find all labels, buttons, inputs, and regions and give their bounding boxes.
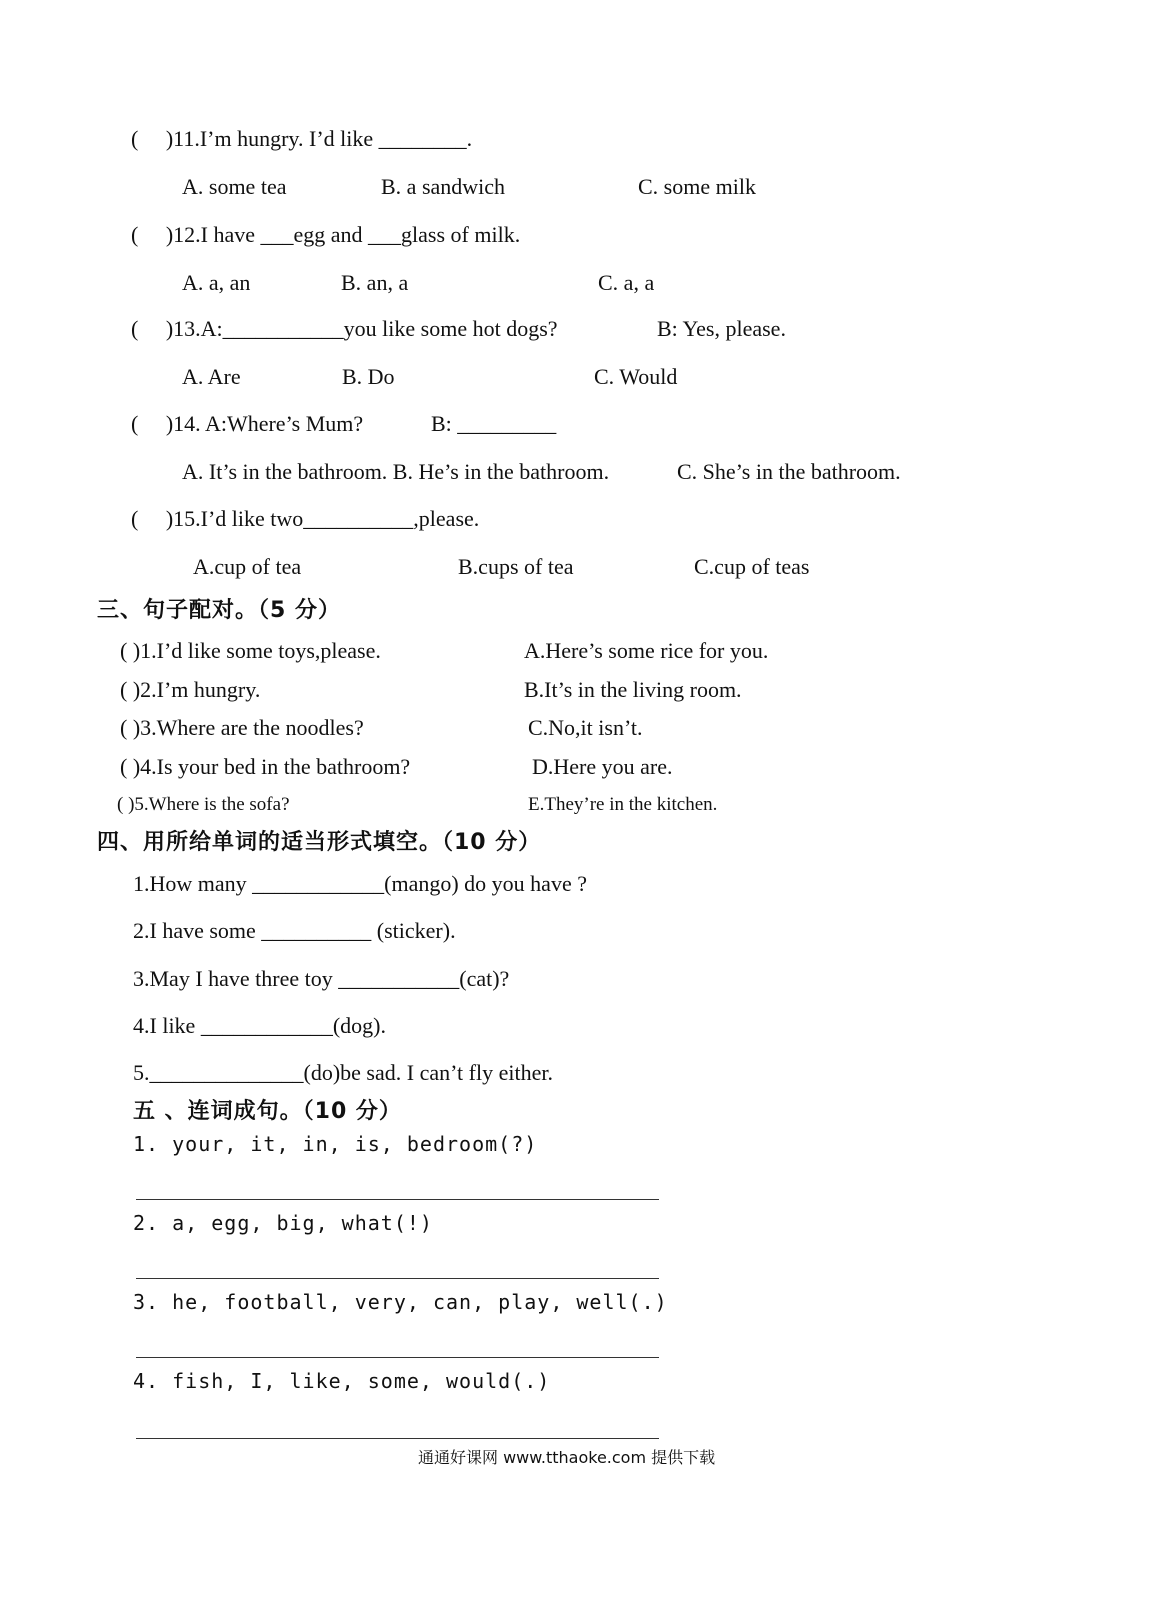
- match-left-4: ( )4.Is your bed in the bathroom?: [120, 754, 411, 779]
- answer-line: [136, 1278, 659, 1279]
- option-b: B. a sandwich: [381, 174, 506, 199]
- fill-item-5: 5.______________(do)be sad. I can’t fly either.: [133, 1060, 553, 1085]
- footer-credit: 通通好课网 www.tthaoke.com 提供下载: [418, 1448, 716, 1467]
- answer-paren: (: [131, 506, 139, 531]
- option-c: C.cup of teas: [694, 554, 810, 579]
- fill-item-3: 3.May I have three toy ___________(cat)?: [133, 966, 510, 991]
- match-right-d: D.Here you are.: [532, 754, 673, 779]
- option-c: C. Would: [594, 364, 678, 389]
- question-stem: )15.I’d like two__________,please.: [165, 506, 480, 531]
- answer-paren: (: [131, 316, 139, 341]
- question-stem: )14. A:Where’s Mum?: [165, 411, 364, 436]
- option-c: C. some milk: [638, 174, 756, 199]
- section-3-heading: 三、句子配对。（5 分）: [97, 598, 341, 623]
- question-stem: )12.I have ___egg and ___glass of milk.: [165, 222, 521, 247]
- answer-line: [136, 1357, 659, 1358]
- option-a: A. some tea: [182, 174, 287, 199]
- match-right-c: C.No,it isn’t.: [528, 715, 643, 740]
- match-left-5: ( )5.Where is the sofa?: [117, 794, 290, 815]
- reorder-item-3: 3. he, football, very, can, play, well(.): [133, 1290, 668, 1314]
- option-b: B. Do: [342, 364, 395, 389]
- question-11: [131, 128, 472, 150]
- match-right-a: A.Here’s some rice for you.: [524, 638, 769, 663]
- option-b: B. an, a: [341, 270, 409, 295]
- reorder-item-2: 2. a, egg, big, what(!): [133, 1211, 433, 1235]
- answer-paren: (: [131, 411, 139, 436]
- match-left-3: ( )3.Where are the noodles?: [120, 715, 364, 740]
- option-c: C. She’s in the bathroom.: [677, 459, 901, 484]
- question-stem: )13.A:___________you like some hot dogs?: [165, 316, 558, 341]
- option-c: C. a, a: [598, 270, 655, 295]
- reorder-item-4: 4. fish, I, like, some, would(.): [133, 1369, 551, 1393]
- match-right-e: E.They’re in the kitchen.: [528, 794, 718, 815]
- option-a-b: A. It’s in the bathroom. B. He’s in the bathroom.: [182, 459, 610, 484]
- question-response: B: _________: [431, 411, 557, 436]
- match-left-2: ( )2.I’m hungry.: [120, 677, 261, 702]
- question-stem: )11.I’m hungry. I’d like ________.: [165, 126, 473, 151]
- answer-paren: (: [131, 126, 139, 151]
- option-a: A. a, an: [182, 270, 251, 295]
- option-a: A. Are: [182, 364, 241, 389]
- section-4-heading: 四、用所给单词的适当形式填空。（10 分）: [97, 830, 542, 855]
- option-b: B.cups of tea: [458, 554, 574, 579]
- answer-line: [136, 1199, 659, 1200]
- reorder-item-1: 1. your, it, in, is, bedroom(?): [133, 1132, 538, 1156]
- fill-item-1: 1.How many ____________(mango) do you have ?: [133, 871, 587, 896]
- section-5-heading: 五 、连词成句。（10 分）: [133, 1099, 402, 1124]
- question-14: [131, 413, 363, 435]
- question-response: B: Yes, please.: [657, 316, 786, 341]
- fill-item-4: 4.I like ____________(dog).: [133, 1013, 386, 1038]
- question-15: [131, 508, 479, 530]
- match-right-b: B.It’s in the living room.: [524, 677, 742, 702]
- question-13: [131, 318, 558, 340]
- answer-paren: (: [131, 222, 139, 247]
- fill-item-2: 2.I have some __________ (sticker).: [133, 918, 456, 943]
- question-12: [131, 224, 520, 246]
- match-left-1: ( )1.I’d like some toys,please.: [120, 638, 381, 663]
- answer-line: [136, 1438, 659, 1439]
- option-a: A.cup of tea: [193, 554, 302, 579]
